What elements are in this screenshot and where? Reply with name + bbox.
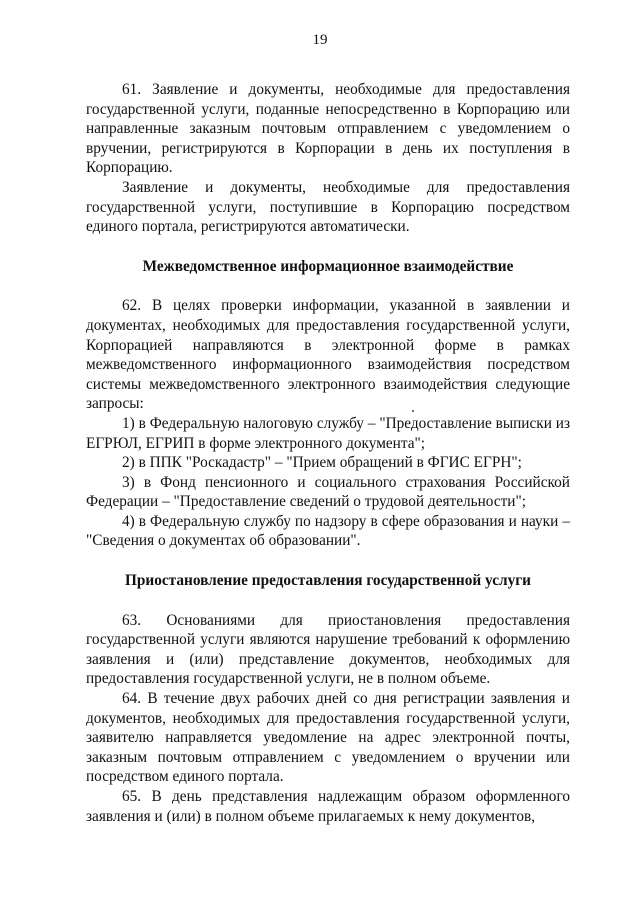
paragraph-62-item-3: 3) в Фонд пенсионного и социального страхования Российской Федерации – "Предоставление сведений о трудовой деятельности"; xyxy=(86,473,570,511)
document-body xyxy=(86,80,570,826)
paragraph-62-item-1: 1) в Федеральную налоговую службу – "Предоставление выписки из ЕГРЮЛ, ЕГРИП в форме электронного документа"; xyxy=(86,414,570,452)
paragraph-62-item-2: 2) в ППК "Роскадастр" – "Прием обращений в ФГИС ЕГРН"; xyxy=(122,454,522,472)
section-heading-suspension: Приостановление предоставления государственной услуги xyxy=(125,572,531,590)
section-heading-interagency: Межведомственное информационное взаимодействие xyxy=(142,257,514,275)
paragraph-61-continued: Заявление и документы, необходимые для предоставления государственной услуги, поступившие в Корпорацию посредством единого портала, регистрируются автоматически. xyxy=(86,178,570,236)
paragraph-62: 62. В целях проверки информации, указанной в заявлении и документах, необходимых для предоставления государственной услуги, Корпорацией направляются в электронной форме в рамках межведомственного информационного взаимодействия посредством системы межведомственного электронного взаимодействия следующие запросы: xyxy=(86,297,570,413)
page-number: 19 xyxy=(312,32,328,48)
paragraph-61: 61. Заявление и документы, необходимые для предоставления государственной услуги, поданные непосредственно в Корпорацию или направленные заказным почтовым отправлением с уведомлением о вручении, регистрируются в Корпорации в день их поступления в Корпорацию. xyxy=(86,81,570,177)
paragraph-62-item-4: 4) в Федеральную службу по надзору в сфере образования и науки – "Сведения о документах об образовании". xyxy=(86,512,570,550)
paragraph-63: 63. Основаниями для приостановления предоставления государственной услуги являются нарушение требований к оформлению заявления и (или) представление документов, необходимых для предоставления государственной услуги, не в полном объеме. xyxy=(86,611,570,688)
paragraph-65: 65. В день представления надлежащим образом оформленного заявления и (или) в полном объеме прилагаемых к нему документов, xyxy=(86,788,570,825)
scan-speck xyxy=(412,410,414,412)
paragraph-64: 64. В течение двух рабочих дней со дня регистрации заявления и документов, необходимых для предоставления государственной услуги, заявителю направляется уведомление на адрес электронной почты, заказным почтовым отправлением с уведомлением о вручении или посредством единого портала. xyxy=(86,690,570,786)
